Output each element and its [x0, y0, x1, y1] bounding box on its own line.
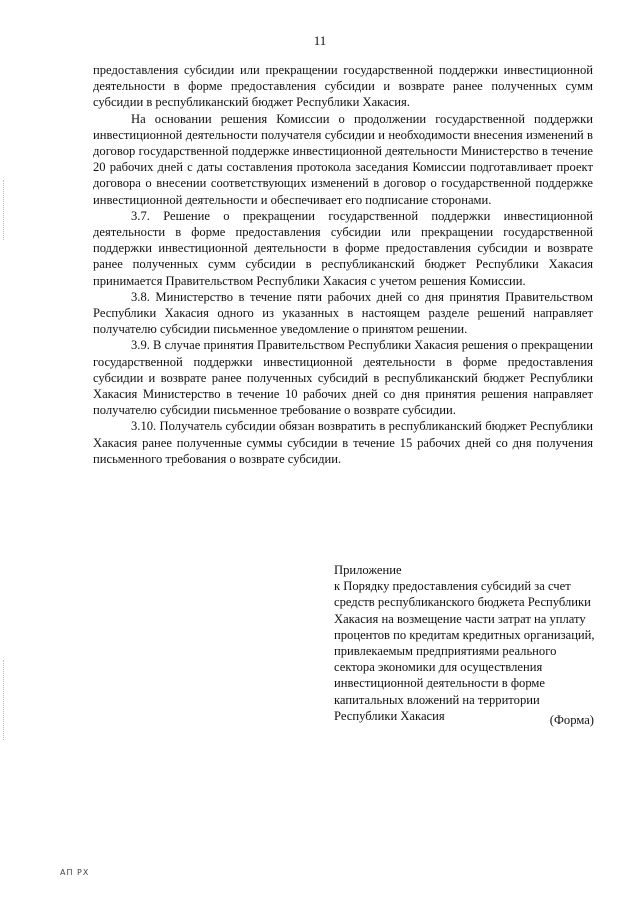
- paragraph-3-9: 3.9. В случае принятия Правительством Республики Хакасия решения о прекращении государственной поддержки инвестиционной деятельности в форме предоставления субсидии и возврате ранее полученных субсидий в республиканский бюджет Республики Хакасия Министерство в течение 10 рабочих дней со дня принятия решения направляет получателю субсидии письменное требование о возврате субсидии.: [93, 338, 593, 418]
- paragraph-commission-decision: На основании решения Комиссии о продолжении государственной поддержки инвестиционной деятельности получателя субсидии и необходимости внесения изменений в договор государственной поддержке инвестиционной деятельности Министерство в течение 20 рабочих дней с даты составления протокола заседания Комиссии подготавливает проект договора о внесении соответствующих изменений в договор о государственной поддержке инвестиционной деятельности и обеспечивает его подписание сторонами.: [93, 111, 593, 207]
- paragraph-3-8: 3.8. Министерство в течение пяти рабочих дней со дня принятия Правительством Республики Хакасия одного из указанных в настоящем разделе решений направляет получателю субсидии письменное уведомление о принятом решении.: [93, 289, 593, 337]
- page-number: 11: [313, 33, 327, 48]
- left-edge-dotted-mark: [3, 180, 5, 240]
- body-text: [93, 62, 593, 467]
- left-edge-dotted-mark: [3, 660, 5, 740]
- appendix-title: Приложение: [334, 563, 402, 577]
- paragraph-continuation: предоставления субсидии или прекращении государственной поддержки инвестиционной деятельности в форме предоставления субсидии и возврате ранее полученных сумм субсидии в республиканский бюджет Республики Хакасия.: [93, 63, 593, 110]
- footer-mark: АП РХ: [60, 868, 90, 877]
- paragraph-3-10: 3.10. Получатель субсидии обязан возвратить в республиканский бюджет Республики Хакасия ранее полученные суммы субсидии в течение 15 рабочих дней со дня получения письменного требования о возврате субсидии.: [93, 419, 593, 466]
- form-label: (Форма): [549, 713, 594, 727]
- appendix-block: [334, 562, 599, 724]
- appendix-text: к Порядку предоставления субсидий за счет средств республиканского бюджета Республики Хакасия на возмещение части затрат на уплату процентов по кредитам кредитных организаций, привлекаемым предприятиями реального сектора экономики для осуществления инвестиционной деятельности в форме капитальных вложений на территории Республики Хакасия: [334, 579, 595, 723]
- paragraph-3-7: 3.7. Решение о прекращении государственной поддержки инвестиционной деятельности в форме предоставления субсидии или прекращении государственной поддержки инвестиционной деятельности в форме предоставления субсидии и возврате ранее полученных сумм субсидии в республиканский бюджет Республики Хакасия принимается Правительством Республики Хакасия с учетом решения Комиссии.: [93, 208, 593, 288]
